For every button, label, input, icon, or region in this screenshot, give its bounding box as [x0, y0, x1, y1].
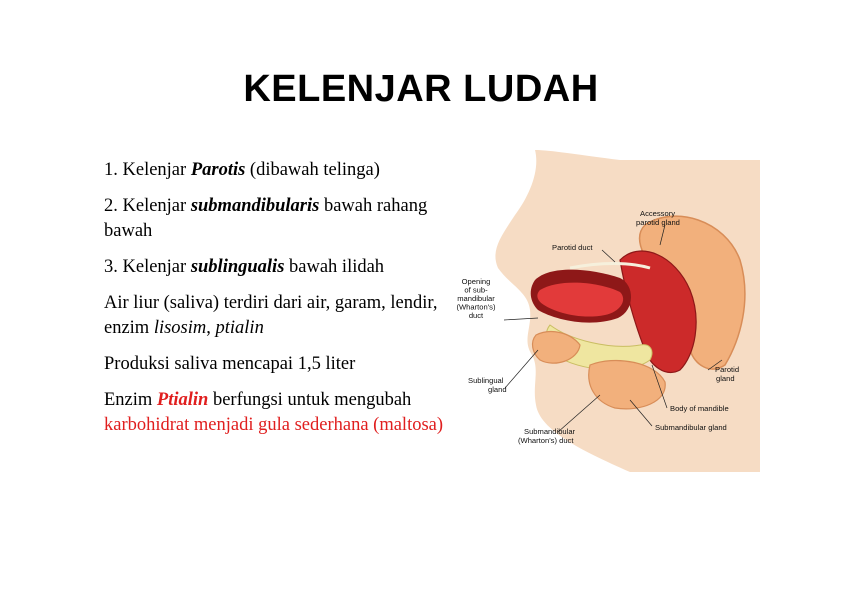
label-parotid-duct: Parotid duct [552, 243, 593, 252]
label-sublingual-gland: Sublingual gland [468, 376, 507, 394]
list-item-parotis: 1. Kelenjar Parotis (dibawah telinga) [104, 160, 380, 180]
salivary-gland-illustration [440, 150, 760, 472]
ptialin-function: Enzim Ptialin berfungsi untuk mengubah karbohidrat menjadi gula sederhana (maltosa) [104, 390, 444, 435]
saliva-production: Produksi saliva mencapai 1,5 liter [104, 354, 356, 374]
label-submandibular-gland: Submandibular gland [655, 423, 727, 432]
label-submandibular-duct: Submandibular (Wharton's) duct [518, 427, 576, 445]
list-item-submandibularis: 2. Kelenjar submandibularis bawah rahang bawah [104, 196, 428, 241]
list-item-sublingualis: 3. Kelenjar sublingualis bawah ilidah [104, 257, 385, 277]
page-title: KELENJAR LUDAH [243, 68, 599, 110]
label-opening-wharton-duct: Opening of sub-mandibular (Wharton's) duct [456, 277, 496, 320]
anatomy-figure [440, 150, 760, 472]
label-body-of-mandible: Body of mandible [670, 404, 729, 413]
text-column [104, 158, 449, 449]
label-accessory-parotid: Accessory parotid gland [636, 209, 680, 227]
saliva-composition: Air liur (saliva) terdiri dari air, garam, lendir, enzim lisosim, ptialin [104, 293, 438, 338]
label-parotid-gland: Parotid gland [715, 365, 740, 383]
